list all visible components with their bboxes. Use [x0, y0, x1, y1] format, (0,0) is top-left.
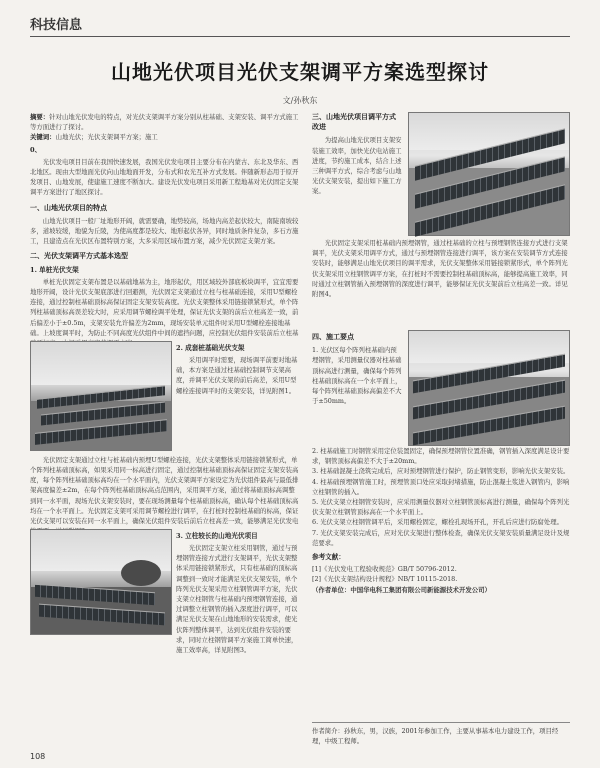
page-number: 108: [30, 752, 46, 761]
reference-item: [2]《光伏支架结构设计规程》NB/T 10115-2018.: [312, 575, 458, 584]
journal-name: 科技信息: [30, 18, 83, 33]
section-2-paragraph-1: 单桩光伏固定支架布置是以基础地基为主，地形起伏，用区域较外部底板块调平，宜宜需要地形开阔，设计光伏支架底部进行回避测，光伏固定支架通过立柱与柱基础连接，采用U型螺栓连接，通过控制柱基础顶标高保证固定支架安装高度。光伏支架整体采用链接锁紧形式，单个阵列柱基础顶标高误差较大时，应采用调节螺栓调平处理，保证光伏支架的前后立柱高差一致，前后偏差小于±0.5m，支架安装允许偏差为2mm，现场安装单元组件时采用U型螺栓连接地基础。上坡度调平时，为防止不同高度光伏组件中间的遮挡问题，应控制光伏组件安装前后立柱基: [30, 277, 299, 337]
section-4-item-6: 6. 光伏支架立柱钢管调平后，采用螺栓固定，螺栓孔现场开孔，开孔后应进行防腐处理。: [312, 518, 563, 527]
section-2-paragraph-3: 光伏固定支架立柱采用钢管，通过与预埋钢管连接方式进行支架调平，光伏支架整体采用链接锁紧形式，只有柱基础的顶标高调整到一致时才能满足光伏支架安装，单个阵列光伏支架采用立柱钢管调平方案，光伏支架立柱钢管与柱基础内预埋钢管连接，通过调整立柱钢管的插入深度进行调平，可以满足光伏支架在山地地形的安装需求，使光伏阵列整体调平，达到光伏组件安装的要求，同时立柱钢管调平方案施工简单快速，施工效率高，详见附图3。: [176, 544, 298, 655]
photo-figure-1: [30, 341, 172, 451]
photo-figure-4: [408, 330, 570, 446]
section-3-paragraph-1: 为提高山地光伏项目支架安装施工效率，加快光伏电站施工进度，节约施工成本，结合上述三种调平方式，综合考虑与山地光伏支架安装，提出如下施工方案。: [312, 136, 402, 196]
section-3-paragraph-2: 光伏固定支架采用桩基础内预埋钢管，通过柱基础的立柱与预埋钢管连接方式进行支架调平，光伏支架采用调平方式，通过与预埋钢管连接进行调平，该方案在安装调节方式连接安装时，能够满足山地光伏项目的调平需求，光伏支架整体采用链接锁紧形式，单个阵列光伏支架采用立柱钢管调平方案，在打桩时不需要控制柱基础顶标高，能够提高施工效率，同时通过立柱钢管插入预埋钢管的深度进行调平，能够保证光伏支架前后立柱高差一致。详见附图4。: [312, 239, 568, 299]
section-2-title: 二、光伏支架调平方式基本选型: [30, 252, 128, 261]
article-title: 山地光伏项目光伏支架调平方案选型探讨: [111, 60, 489, 84]
left-column: [30, 112, 300, 677]
article-byline: 文/孙秋东: [282, 96, 318, 105]
author-affiliation: （作者单位：中国华电科工集团有限公司新能源技术开发公司）: [312, 585, 491, 594]
keywords-label: 关键词：: [30, 133, 56, 142]
keywords-text: 山地光伏；光伏支架调平方案；施工: [55, 133, 158, 142]
section-2-paragraph-1b: 采用调平时需要，现场调平前要对地基础，本方案是通过柱基础控制调节支架高度，并调平光伏支架的前后高差，采用U型螺栓连接调平时的支架安装，详见附图1。: [176, 356, 298, 395]
intro-paragraph: 光伏发电项目目前在我国快速发展，我国光伏发电项目主要分布在内蒙古、东北及华东、西北地区。现由大型地面光伏向山地地面开发，分布式和农光互补方式发展。伴随新形态用于原开发项目、山地发展，使建施工速度不断加大。建设光伏发电项目采用新工程地基对光伏固定支架调平方案进行了地区探讨。: [30, 157, 299, 197]
photo-figure-3: [408, 112, 570, 236]
section-4-item-5: 5. 光伏支架立柱钢管安装时，应采用测量仪器对立柱钢管顶标高进行测量，确保每个阵列光伏支架立柱钢管顶标高在一个水平面上。: [312, 498, 570, 517]
section-4-item-4: 4. 柱基础预埋钢管施工时，预埋管顶口处应采取封堵措施，防止混凝土浆进入钢管内，影响立柱钢管的插入。: [312, 477, 570, 496]
section-4-item-2: 2. 柱基础施工时钢管采用定位装置固定，确保预埋钢管位置准确，钢管插入深度满足设计要求，钢管顶标高偏差不大于±20mm。: [312, 447, 570, 466]
section-2-sub-2: 2. 成套桩基础光伏支架: [176, 343, 245, 352]
photo-tree: [121, 560, 161, 586]
abstract-text: 针对山地光伏发电的特点，对光伏支架调平方案分别从柱基础、支架安装、调平方式施工等方面进行了探讨。: [30, 113, 299, 132]
section-3-title: 三、山地光伏项目调平方式改进: [312, 113, 396, 132]
journal-header: [30, 14, 570, 37]
right-column: [312, 112, 570, 595]
photo-sky: [31, 342, 171, 385]
intro-number: 0、: [30, 145, 42, 154]
author-footnote: 作者简介：孙秋东，男，汉族，2001年参加工作，主要从事基本电力建设工作，项目经理，中级工程师。: [312, 722, 570, 746]
section-4-item-1: 1. 光伏区每个阵列柱基础内预埋钢管，采用测量仪器对柱基础顶标高进行测量，确保每个阵列柱基础顶标高在一个水平面上，每个阵列柱基础顶标高偏差不大于±50mm。: [312, 346, 402, 406]
section-2-sub-3: 3. 立柱较长的山地光伏项目: [176, 531, 258, 540]
section-4-title: 四、施工要点: [312, 333, 354, 341]
photo-figure-2: [30, 529, 172, 635]
section-2-sub-1: 1. 单桩光伏支架: [30, 265, 79, 274]
section-1-paragraph: 山地光伏项目一般厂址地形开阔，就需要确，地势较高，场地内高差起伏较大，南陡南坡较多，道坡较缓，地貌为丘陵，为使高度都是较大、地形起伏各异，同时地质条件复杂，多石方施工，且建造点在光伏区布置特别方案，大多采用区域布置方案，减少光伏固定支架方案。: [30, 216, 299, 246]
section-4-item-7: 7. 光伏支架安装完成后，应对光伏支架进行整体检查，确保光伏支架安装质量满足设计及规范要求。: [312, 528, 570, 547]
section-4-item-3: 3. 柱基础混凝土浇筑完成后，应对预埋钢管进行保护，防止钢管变形，影响光伏支架安装。: [312, 467, 570, 476]
references-title: 参考文献：: [312, 553, 345, 562]
section-2-paragraph-2: 光伏固定支架通过立柱与桩基础内预埋U型螺栓连接，光伏支架整体采用链接锁紧形式，单个阵列柱基础顶标高，如果采用同一标高进行固定，通过控制柱基础顶标高保证固定支架安装高度，每个阵列柱基础顶标高均在一个水平面内，光伏支架调平方案设定为光伏组件最高与最低排架高度偏差±2m，在每个阵列柱基础顶标高点范围内，采用调平方案，通过将基础顶标高调整到同一水平面，现场光伏支架安装时，要在现场测量每个柱基础顶标高，确认每个柱基础顶标高均在一个水平面上。光伏固定支架可采用调节螺栓进行调平，在打桩时控制柱基础的标高，保证光伏支架可以安装在同一水平面上，确保光伏组件安装后前后立柱高差一致，能够满足光伏发电: [30, 455, 299, 526]
section-1-title: 一、山地光伏项目的特点: [30, 203, 107, 212]
reference-item: [1]《光伏发电工程验收规范》GB/T 50796-2012.: [312, 565, 457, 574]
abstract-label: 摘要：: [30, 113, 50, 121]
